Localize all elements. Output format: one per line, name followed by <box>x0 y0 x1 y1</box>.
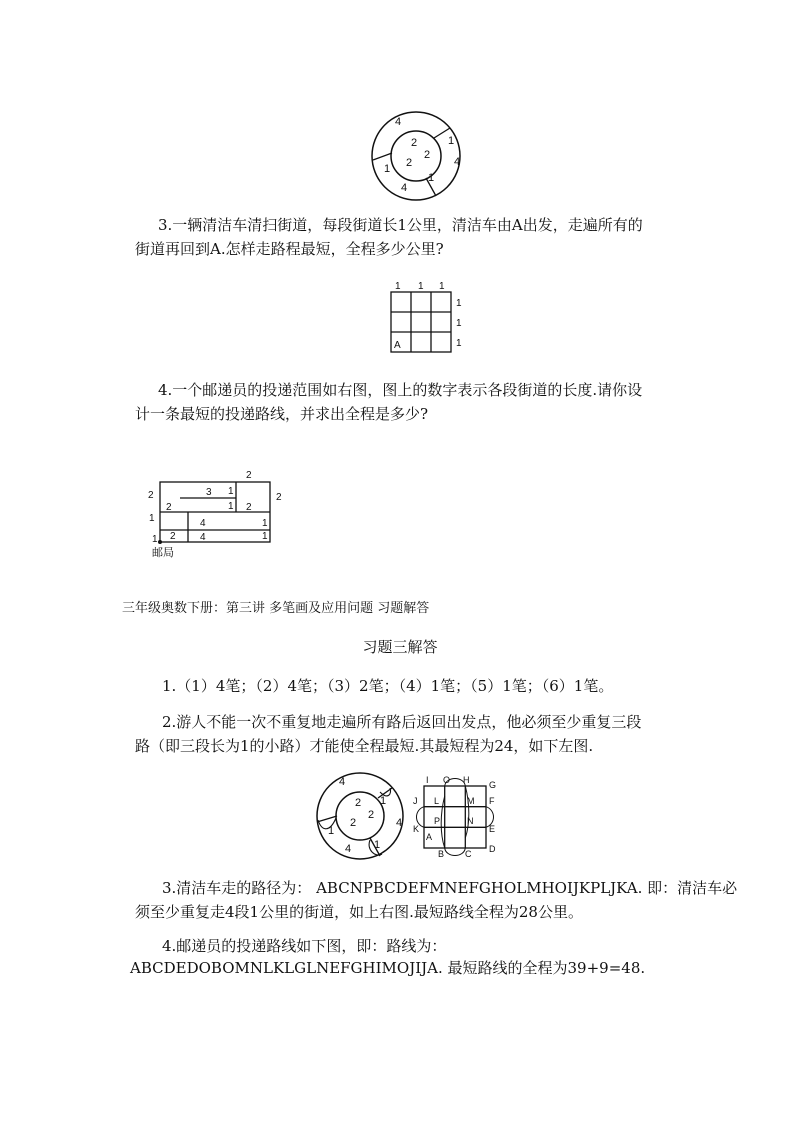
ring-answer-label-outer-4: 4 <box>345 843 352 855</box>
answer-2-line-2: 路（即三段长为1的小路）才能使全程最短.其最短程为24，如下左图. <box>135 737 594 755</box>
ring-figure-answer <box>312 770 412 862</box>
lettered-grid-F: F <box>489 796 495 806</box>
ring-answer-label-inner-2: 2 <box>368 809 375 821</box>
lettered-grid-figure <box>410 774 502 860</box>
answer-3-line-2: 须至少重复走4段1公里的街道，如上右图.最短路线全程为28公里。 <box>135 903 583 921</box>
problem-3-line-1: 3.一辆清洁车清扫街道，每段街道长1公里，清洁车由A出发，走遍所有的 <box>158 216 643 234</box>
lettered-grid-A: A <box>426 832 433 842</box>
problem-4-line-1: 4.一个邮递员的投递范围如右图，图上的数字表示各段街道的长度.请你设 <box>158 381 643 399</box>
ring-top-label-inner-3: 2 <box>406 157 413 169</box>
problem-4-line-2: 计一条最短的投递路线，并求出全程是多少? <box>135 405 429 423</box>
ring-answer-label-inner-3: 2 <box>350 817 357 829</box>
lettered-grid-E: E <box>489 824 496 834</box>
ring-top-label-inner-1: 2 <box>411 137 418 149</box>
ring-top-label-left: 1 <box>384 163 391 175</box>
ring-answer-label-outer-1: 4 <box>339 776 346 788</box>
grid-right-label-1: 1 <box>456 298 462 309</box>
answer-3-line-1: 3.清洁车走的路径为： ABCNPBCDEFMNEFGHOLMHOIJKPLJKA. 即：清洁车必 <box>162 879 738 897</box>
grid-top-label-1: 1 <box>395 281 401 292</box>
postman-label-2: 2 <box>148 490 154 501</box>
postman-label-3: 2 <box>276 492 282 503</box>
ring-answer-label-outer-3: 4 <box>396 817 403 829</box>
postman-label-12: 2 <box>170 531 176 542</box>
ring-top-label-outer-4: 4 <box>401 182 408 194</box>
lettered-grid-H: H <box>463 775 470 785</box>
ring-top-label-outer-2: 1 <box>448 135 455 147</box>
postman-label-1: 2 <box>246 470 252 481</box>
lettered-grid-I: I <box>426 775 429 785</box>
grid-top-label-2: 1 <box>418 281 424 292</box>
answer-2-line-1: 2.游人不能一次不重复地走遍所有路后返回出发点，他必须至少重复三段 <box>162 713 642 731</box>
lettered-grid-B: B <box>438 849 445 859</box>
ring-answer-label-inner-1: 2 <box>355 797 362 809</box>
lettered-grid-L: L <box>434 796 440 806</box>
postman-label-4: 3 <box>206 487 212 498</box>
postman-label-14: 1 <box>262 531 268 542</box>
ring-answer-label-left: 1 <box>328 825 335 837</box>
lettered-grid-G: G <box>489 780 497 790</box>
ring-answer-label-bottom-small: 1 <box>374 839 381 851</box>
ring-figure-top <box>368 108 468 202</box>
ring-top-label-inner-2: 2 <box>424 149 431 161</box>
section-caption: 三年级奥数下册：第三讲 多笔画及应用问题 习题解答 <box>122 601 430 616</box>
ring-answer-label-outer-2: 1 <box>380 795 387 807</box>
ring-top-label-outer-3: 4 <box>454 156 461 168</box>
lettered-grid-N: N <box>467 816 474 826</box>
answer-4-line-2: ABCDEDOBOMNLKLGLNEFGHIMOJIJA. 最短路线的全程为39+9=48. <box>130 959 646 977</box>
lettered-grid-J: J <box>413 796 418 806</box>
grid-right-label-2: 1 <box>456 318 462 329</box>
grid-top-label-3: 1 <box>439 281 445 292</box>
problem-3-line-2: 街道再回到A.怎样走路程最短，全程多少公里? <box>135 240 444 258</box>
grid-right-label-3: 1 <box>456 338 462 349</box>
lettered-grid-K: K <box>413 824 420 834</box>
grid-corner-label: A <box>394 340 401 351</box>
lettered-grid-O: O <box>443 775 451 785</box>
postman-label-9: 1 <box>149 513 155 524</box>
grid-figure <box>385 280 470 356</box>
ring-top-label-bottom-small: 1 <box>428 172 435 184</box>
lettered-grid-D: D <box>489 844 496 854</box>
postman-label-6: 2 <box>166 502 172 513</box>
postman-label-5: 1 <box>228 486 234 497</box>
postman-label-15: 1 <box>152 534 158 545</box>
ring-top-label-outer-1: 4 <box>395 116 402 128</box>
postman-map-figure <box>140 464 290 559</box>
section-title: 习题三解答 <box>362 638 438 656</box>
postman-label-7: 1 <box>228 501 234 512</box>
lettered-grid-C: C <box>465 849 472 859</box>
lettered-grid-P: P <box>434 816 441 826</box>
lettered-grid-M: M <box>467 796 475 806</box>
postman-label-10: 4 <box>200 518 206 529</box>
postman-label-13: 4 <box>200 532 206 543</box>
answer-1: 1.（1）4笔；（2）4笔；（3）2笔；（4）1笔；（5）1笔；（6）1笔。 <box>162 677 614 695</box>
postman-label-8: 2 <box>246 502 252 513</box>
postman-post-office-label: 邮局 <box>152 546 174 559</box>
answer-4-line-1: 4.邮递员的投递路线如下图，即：路线为： <box>162 937 447 955</box>
postman-label-11: 1 <box>262 518 268 529</box>
